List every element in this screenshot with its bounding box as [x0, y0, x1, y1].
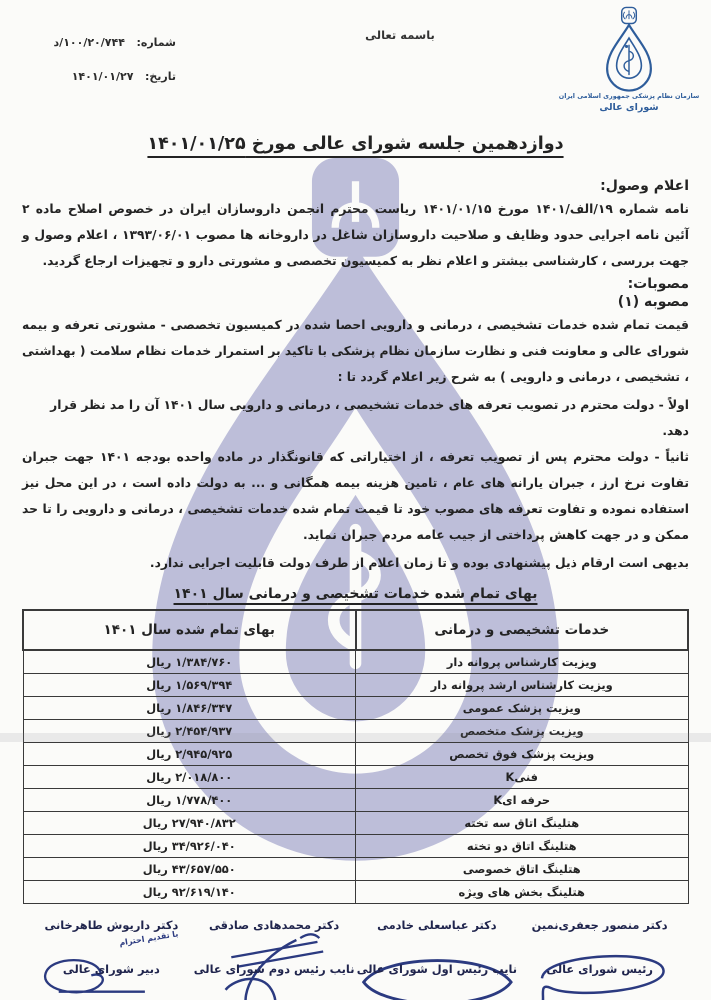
- price-cell: ۲/۰۱۸/۸۰۰ ریال: [23, 766, 356, 789]
- table-row: [23, 674, 688, 697]
- price-cell: ۲۷/۹۴۰/۸۳۲ ریال: [23, 812, 356, 835]
- council-logo-block: [556, 6, 702, 114]
- table-row: [23, 650, 688, 674]
- receipt-heading: اعلام وصول:: [600, 178, 689, 194]
- service-cell: ویزیت پزشک عمومی: [356, 697, 689, 720]
- secondly-paragraph: ثانیاً - دولت محترم پس از تصویب تعرفه ، از اختیاراتی که قانونگذار در ماده واحده بودجه ۱۴۰۱ جهت جبران تفاوت نرخ ارز ، جبران یارانه های عام ، تامین هزینه بیمه همگانی و ... به دولت داده است ، در این محل نیز استفاده نموده و تفاوت تعرفه های مصوب خود تا قیمت تمام شده خدمات تشخیصی ، درمانی و دارویی را تا حد ممکن و در جهت کاهش پرداختی از جیب عامه مردم جبران نماید.: [22, 450, 689, 542]
- price-cell: ۴۳/۶۵۷/۵۵۰ ریال: [23, 858, 356, 881]
- disclaimer-line: بدیهی است ارقام ذیل پیشنهادی بوده و تا زمان اعلام از طرف دولت قابلیت اجرایی ندارد.: [149, 556, 689, 570]
- price-table-title: بهای تمام شده خدمات تشخیصی و درمانی سال ۱۴۰۱: [173, 586, 538, 602]
- signatory-title: نایب رئیس اول شورای عالی: [356, 962, 518, 976]
- table-row: [23, 766, 688, 789]
- firstly-line: اولاً - دولت محترم در تصویب تعرفه های خدمات تشخیصی ، درمانی و دارویی سال ۱۴۰۱ آن را مد نظر قرار دهد.: [50, 398, 689, 438]
- table-row: [23, 789, 688, 812]
- signatory-title: نایب رئیس دوم شورای عالی: [193, 962, 355, 976]
- signature-block-secretary: [30, 918, 193, 1000]
- letter-date-value: ۱۴۰۱/۰۱/۲۷: [71, 70, 134, 83]
- letter-date-line: [16, 60, 176, 94]
- letter-number-line: [16, 26, 176, 60]
- table-row: [23, 743, 688, 766]
- price-cell: ۱/۳۸۴/۷۶۰ ریال: [23, 650, 356, 674]
- table-header-row: [23, 610, 688, 650]
- service-cell: هتلینگ بخش های ویژه: [356, 881, 689, 904]
- price-cell: ۳۴/۹۲۶/۰۴۰ ریال: [23, 835, 356, 858]
- letterhead: [0, 0, 711, 128]
- signature-block-second-deputy: [193, 918, 356, 1000]
- resolution1-paragraph: قیمت تمام شده خدمات تشخیصی ، درمانی و دارویی احصا شده در کمیسیون تخصصی - مشورتی تعرفه و بیمه شورای عالی و معاونت فنی و نظارت سازمان نظام پزشکی با تاکید بر استمرار خدمات نظام سلامت ( بهداشتی ، تشخیصی ، درمانی و دارویی ) به شرح زیر اعلام گردد تا :: [22, 318, 689, 384]
- price-cell: ۱/۸۴۶/۳۴۷ ریال: [23, 697, 356, 720]
- service-cell: ویزیت کارشناس ارشد پروانه دار: [356, 674, 689, 697]
- table-row: [23, 812, 688, 835]
- price-cell: ۲/۴۵۴/۹۳۷ ریال: [23, 720, 356, 743]
- price-cell: ۹۲/۶۱۹/۱۴۰ ریال: [23, 881, 356, 904]
- signatory-name: دکتر داریوش طاهرخانی: [44, 918, 179, 932]
- signatory-title: رئیس شورای عالی: [546, 962, 653, 976]
- price-cell: ۲/۹۴۵/۹۲۵ ریال: [23, 743, 356, 766]
- letter-number-label: شماره:: [136, 36, 176, 49]
- column-header-service: خدمات تشخیصی و درمانی: [356, 610, 689, 650]
- table-row: [23, 835, 688, 858]
- resolution1-heading: مصوبه (۱): [617, 294, 689, 310]
- service-cell: هتلینگ اتاق سه تخته: [356, 812, 689, 835]
- service-cell: هتلینگ اتاق خصوصی: [356, 858, 689, 881]
- service-cell: فنیK: [356, 766, 689, 789]
- handwritten-note: با تقدیم احترام: [118, 929, 180, 948]
- table-row: [23, 697, 688, 720]
- letter-body: [0, 178, 711, 1000]
- price-table-body: [23, 650, 688, 904]
- letter-number-value: ۱۰۰/۲۰/۷۴۴/د: [53, 36, 125, 49]
- price-cell: ۱/۵۶۹/۳۹۴ ریال: [23, 674, 356, 697]
- receipt-paragraph: نامه شماره ۱۹/الف/۱۴۰۱ مورخ ۱۴۰۱/۰۱/۱۵ ریاست محترم انجمن داروسازان ایران در خصوص اصلاح ماده ۲ آئین نامه اجرایی حدود وظایف و صلاحیت داروسازان شاغل در داروخانه ها مصوب ۱۳۹۳/۰۶/۰۱ ، اعلام وصول و جهت بررسی ، کارشناسی بیشتر و اعلام نظر به کمیسیون تخصصی و مشورتی دارو و تجهیزات ارجاع گردید.: [22, 202, 689, 268]
- table-row: [23, 720, 688, 743]
- letter-reference-block: [16, 26, 176, 94]
- medical-council-logo-icon: [592, 6, 666, 92]
- price-cell: ۱/۷۷۸/۴۰۰ ریال: [23, 789, 356, 812]
- service-cell: ویزیت کارشناس پروانه دار: [356, 650, 689, 674]
- resolutions-heading: مصوبات:: [627, 276, 689, 292]
- signatory-name: دکتر محمدهادی صادقی: [209, 918, 340, 932]
- signatory-name: دکتر عباسعلی خادمی: [377, 918, 497, 932]
- signatory-title: دبیر شورای عالی: [62, 962, 160, 976]
- signature-block-chairman: [518, 918, 681, 1000]
- table-row: [23, 858, 688, 881]
- price-table: [22, 609, 689, 904]
- service-cell: ویزیت پزشک متخصص: [356, 720, 689, 743]
- signatures-row: [22, 918, 689, 1000]
- service-cell: هتلینگ اتاق دو تخته: [356, 835, 689, 858]
- letter-date-label: تاریخ:: [144, 70, 176, 83]
- signature-block-first-deputy: [356, 918, 519, 1000]
- besmellah-text: باسمه تعالی: [365, 28, 435, 42]
- service-cell: حرفه ایK: [356, 789, 689, 812]
- logo-org-caption: سازمان نظام پزشکی جمهوری اسلامی ایران: [558, 92, 700, 100]
- logo-council-caption: شورای عالی: [599, 102, 659, 113]
- service-cell: ویزیت پزشک فوق تخصص: [356, 743, 689, 766]
- table-row: [23, 881, 688, 904]
- signatory-name: دکتر منصور جعفری‌نمین: [531, 918, 668, 932]
- meeting-title: دوازدهمین جلسه شورای عالی مورخ ۱۴۰۱/۰۱/۲۵: [147, 134, 564, 154]
- column-header-price: بهای تمام شده سال ۱۴۰۱: [23, 610, 356, 650]
